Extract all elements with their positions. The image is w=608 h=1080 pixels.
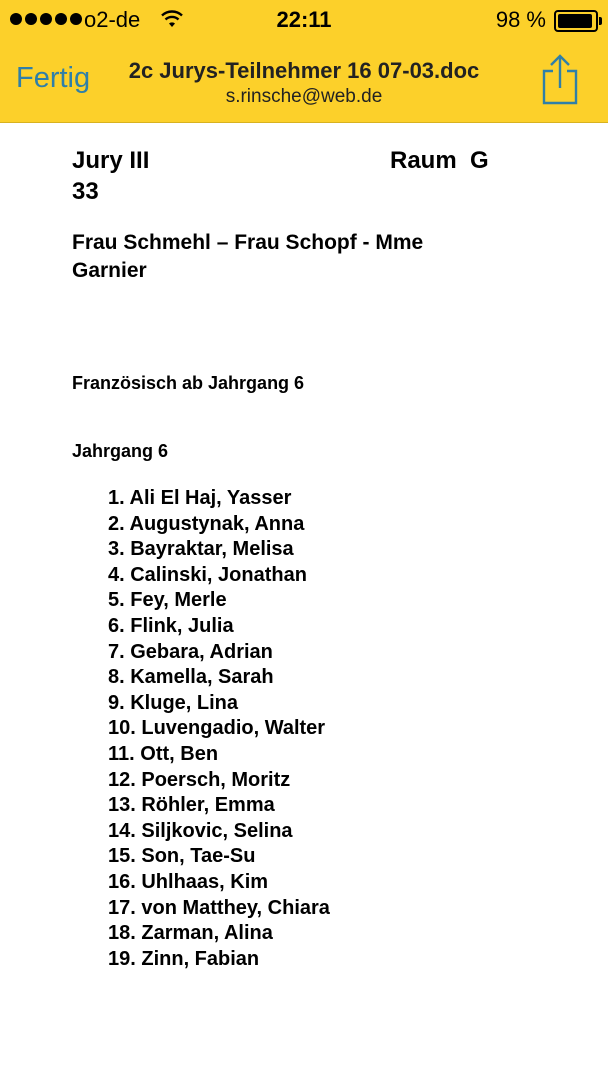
list-item: 7. Gebara, Adrian [108, 640, 273, 663]
status-bar [0, 0, 608, 40]
list-item: 14. Siljkovic, Selina [108, 819, 293, 842]
document-view[interactable] [0, 123, 608, 1080]
clock: 22:11 [276, 7, 332, 32]
list-item: 4. Calinski, Jonathan [108, 563, 307, 586]
list-item: 13. Röhler, Emma [108, 794, 275, 817]
battery-percentage: 98 % [495, 7, 546, 32]
top-bar [0, 0, 608, 123]
share-icon[interactable] [540, 54, 580, 106]
jury-members-line-2: Garnier [72, 259, 147, 282]
list-item: 17. von Matthey, Chiara [108, 896, 330, 919]
list-item: 18. Zarman, Alina [108, 922, 273, 945]
list-item: 1. Ali El Haj, Yasser [108, 487, 292, 509]
done-button[interactable]: Fertig [16, 62, 91, 94]
list-item: 8. Kamella, Sarah [108, 666, 274, 689]
section-heading: Französisch ab Jahrgang 6 [72, 373, 305, 393]
year-heading: Jahrgang 6 [72, 441, 169, 461]
list-item: 15. Son, Tae-Su [108, 845, 256, 868]
battery-icon [554, 10, 598, 32]
list-item: 6. Flink, Julia [108, 614, 234, 637]
list-item: 9. Kluge, Lina [108, 691, 239, 714]
list-item: 19. Zinn, Fabian [108, 947, 260, 970]
jury-heading: Jury III [72, 147, 150, 174]
list-item: 11. Ott, Ben [108, 742, 219, 765]
list-item: 3. Bayraktar, Melisa [108, 538, 294, 561]
room-heading: Raum G [390, 147, 489, 174]
jury-members-line-1: Frau Schmehl – Frau Schopf - Mme [72, 231, 424, 254]
list-item: 5. Fey, Merle [108, 589, 227, 612]
list-item: 16. Uhlhaas, Kim [108, 870, 269, 893]
jury-number: 33 [72, 178, 99, 205]
list-item: 2. Augustynak, Anna [108, 512, 305, 535]
document-title: 2c Jurys-Teilnehmer 16 07-03.doc [128, 58, 480, 83]
carrier-name: o2-de [84, 7, 141, 32]
list-item: 12. Poersch, Moritz [108, 768, 291, 791]
list-item: 10. Luvengadio, Walter [108, 717, 326, 740]
document-sender: s.rinsche@web.de [225, 86, 383, 107]
participant-list [108, 486, 330, 972]
